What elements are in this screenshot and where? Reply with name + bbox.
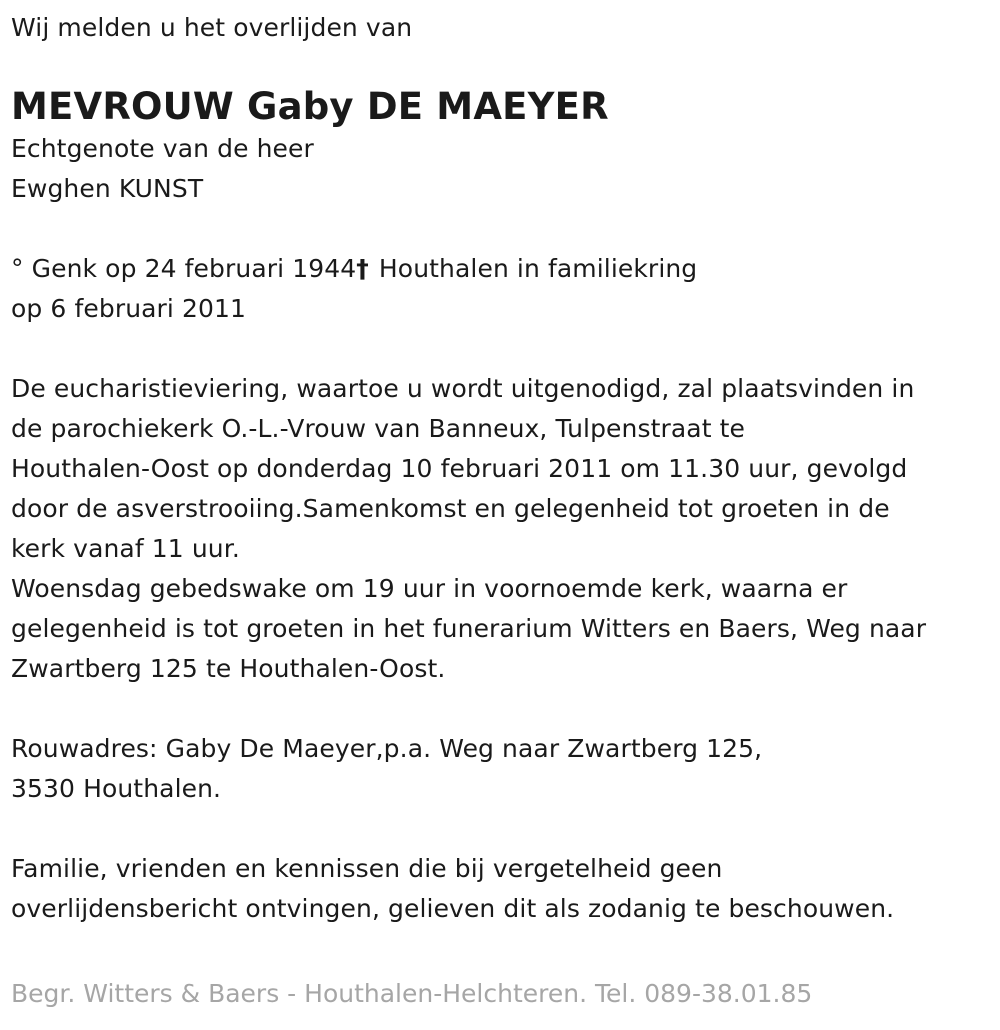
ceremony-line: Woensdag gebedswake om 19 uur in voornoemde kerk, waarna er <box>11 574 848 603</box>
spacer <box>11 209 991 249</box>
deceased-name: MEVROUW Gaby DE MAEYER <box>11 85 609 128</box>
ceremony-line: kerk vanaf 11 uur. <box>11 534 240 563</box>
funeral-home-footer: Begr. Witters & Baers - Houthalen-Helchteren. Tel. 089-38.01.85 <box>11 979 813 1008</box>
relation-line-2: Ewghen KUNST <box>11 174 204 203</box>
spacer <box>11 329 991 369</box>
death-notice <box>11 8 991 929</box>
death-text: Houthalen in familiekring <box>370 254 698 283</box>
birth-degree-symbol: ° <box>11 254 24 283</box>
birth-text: Genk op 24 februari 1944 <box>23 254 357 283</box>
relation-line-1: Echtgenote van de heer <box>11 134 314 163</box>
closing-line: overlijdensbericht ontvingen, gelieven dit als zodanig te beschouwen. <box>11 894 895 923</box>
address-line: Rouwadres: Gaby De Maeyer,p.a. Weg naar Zwartberg 125, <box>11 734 763 763</box>
spacer <box>11 689 991 729</box>
death-date: op 6 februari 2011 <box>11 294 247 323</box>
ceremony-line: de parochiekerk O.-L.-Vrouw van Banneux, Tulpenstraat te <box>11 414 746 443</box>
ceremony-line: De eucharistieviering, waartoe u wordt uitgenodigd, zal plaatsvinden in <box>11 374 915 403</box>
intro-text: Wij melden u het overlijden van <box>11 13 413 42</box>
closing-line: Familie, vrienden en kennissen die bij vergetelheid geen <box>11 854 723 883</box>
birth-death-line <box>11 249 991 289</box>
spacer <box>11 809 991 849</box>
ceremony-line: gelegenheid is tot groeten in het funerarium Witters en Baers, Weg naar <box>11 614 927 643</box>
cross-icon: † <box>356 254 369 283</box>
ceremony-line: door de asverstrooiing.Samenkomst en gelegenheid tot groeten in de <box>11 494 890 523</box>
ceremony-line: Zwartberg 125 te Houthalen-Oost. <box>11 654 446 683</box>
ceremony-line: Houthalen-Oost op donderdag 10 februari 2011 om 11.30 uur, gevolgd <box>11 454 908 483</box>
address-line: 3530 Houthalen. <box>11 774 222 803</box>
